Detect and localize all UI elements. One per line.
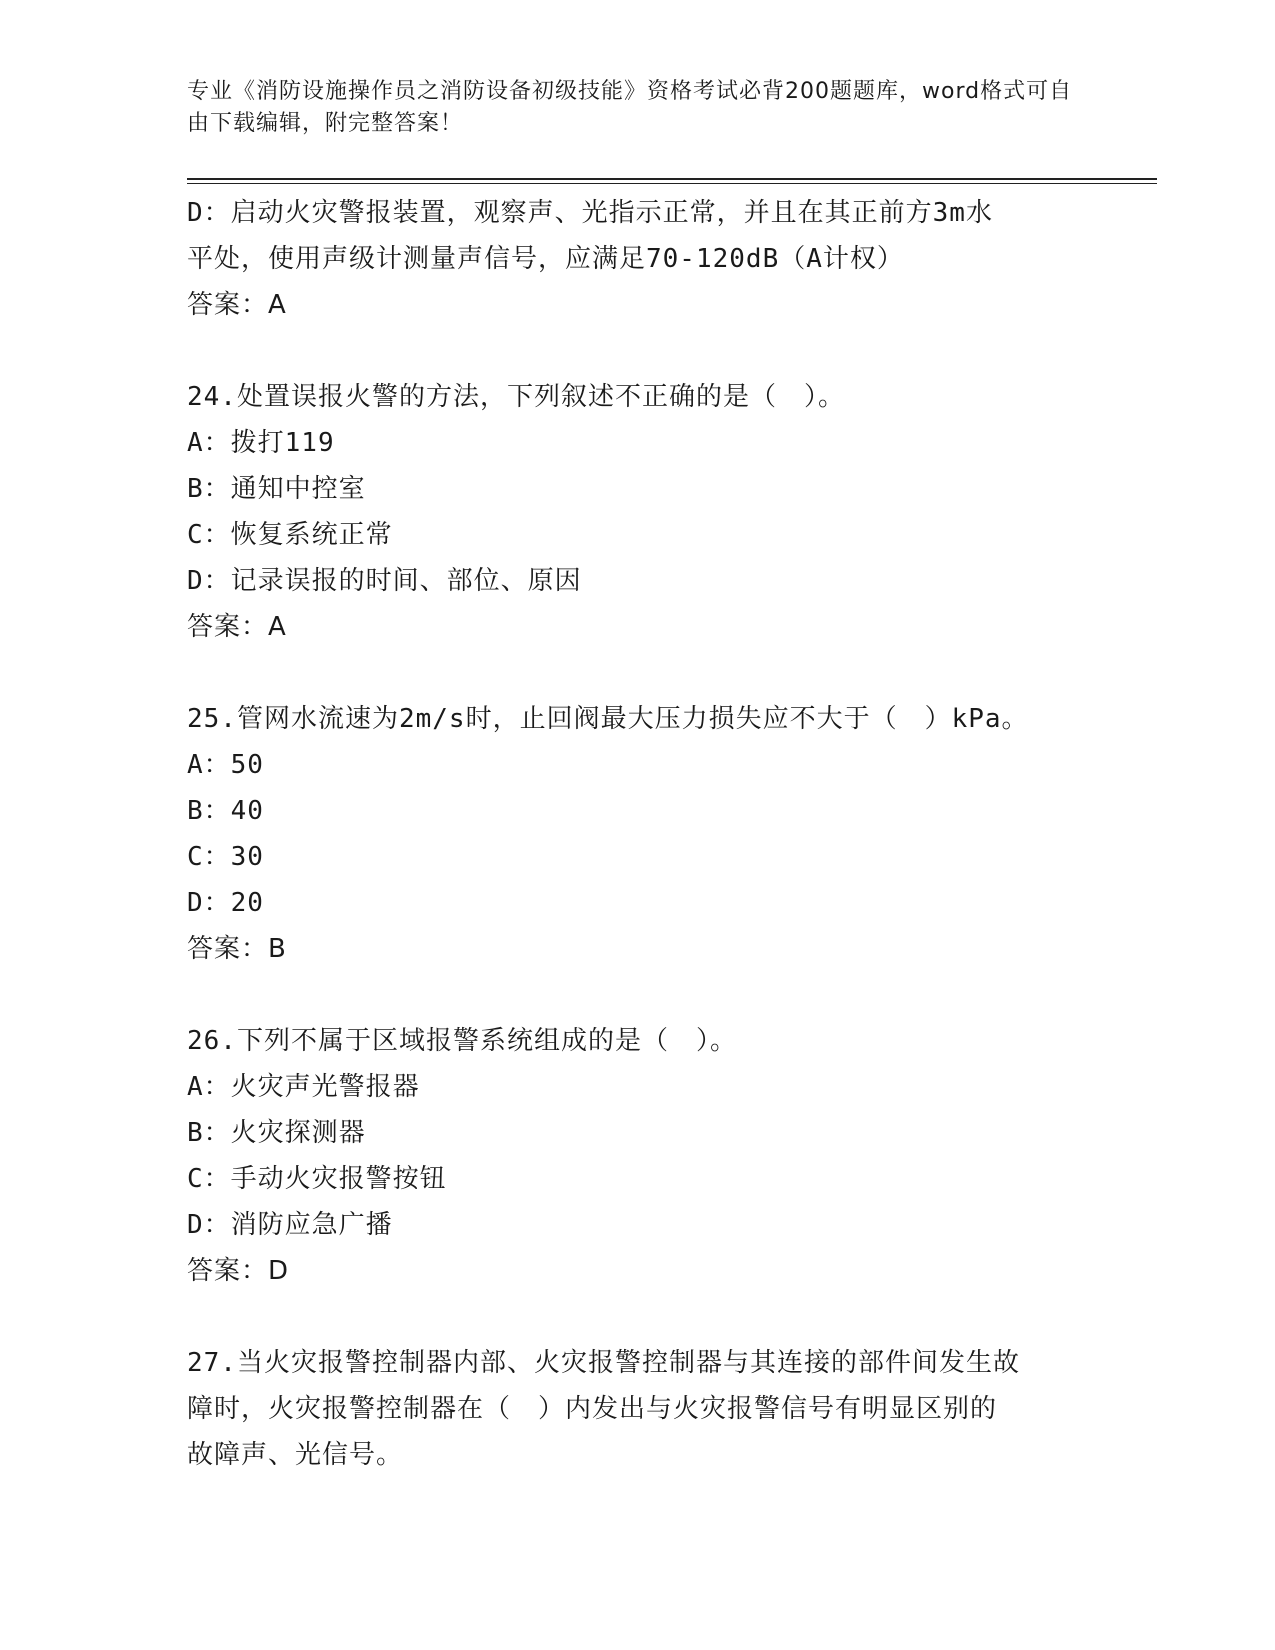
option-a: A：拨打119 <box>187 428 335 458</box>
question-stem-line-1: 27.当火灾报警控制器内部、火灾报警控制器与其连接的部件间发生故 <box>187 1348 1020 1378</box>
question-stem: 24.处置误报火警的方法，下列叙述不正确的是（ ）。 <box>187 382 845 412</box>
option-b: B：通知中控室 <box>187 474 366 504</box>
option-b: B：火灾探测器 <box>187 1118 366 1148</box>
question-stem: 25.管网水流速为2m/s时，止回阀最大压力损失应不大于（ ）kPa。 <box>187 704 1029 734</box>
question-stem-line-2: 障时，火灾报警控制器在（ ）内发出与火灾报警信号有明显区别的 <box>187 1394 998 1424</box>
option-d: D：消防应急广播 <box>187 1210 393 1240</box>
header-rule-thick <box>187 178 1157 180</box>
option-c: C：恢复系统正常 <box>187 520 393 550</box>
answer-line: 答案：A <box>187 612 287 642</box>
question-26 <box>187 1018 1087 1294</box>
question-stem-line-3: 故障声、光信号。 <box>187 1440 404 1470</box>
option-b: B：40 <box>187 796 264 826</box>
question-25 <box>187 696 1087 972</box>
option-c: C：手动火灾报警按钮 <box>187 1164 447 1194</box>
option-d-line-1: D：启动火灾警报装置，观察声、光指示正常，并且在其正前方3m水 <box>187 198 993 228</box>
option-d: D：记录误报的时间、部位、原因 <box>187 566 582 596</box>
question-27 <box>187 1340 1087 1478</box>
option-c: C：30 <box>187 842 264 872</box>
previous-question-tail <box>187 190 1087 328</box>
answer-line: 答案：A <box>187 290 287 320</box>
option-a: A：火灾声光警报器 <box>187 1072 420 1102</box>
option-a: A：50 <box>187 750 264 780</box>
option-d-line-2: 平处，使用声级计测量声信号，应满足70-120dB（A计权） <box>187 244 904 274</box>
answer-line: 答案：D <box>187 1256 290 1286</box>
question-stem: 26.下列不属于区域报警系统组成的是（ ）。 <box>187 1026 737 1056</box>
question-24 <box>187 374 1087 650</box>
document-header: 专业《消防设施操作员之消防设备初级技能》资格考试必背200题题库，word格式可自由下载编辑，附完整答案！ <box>187 79 1073 136</box>
document-body <box>187 190 1087 1478</box>
answer-line: 答案：B <box>187 934 287 964</box>
option-d: D：20 <box>187 888 264 918</box>
header-rule-thin <box>187 183 1157 184</box>
